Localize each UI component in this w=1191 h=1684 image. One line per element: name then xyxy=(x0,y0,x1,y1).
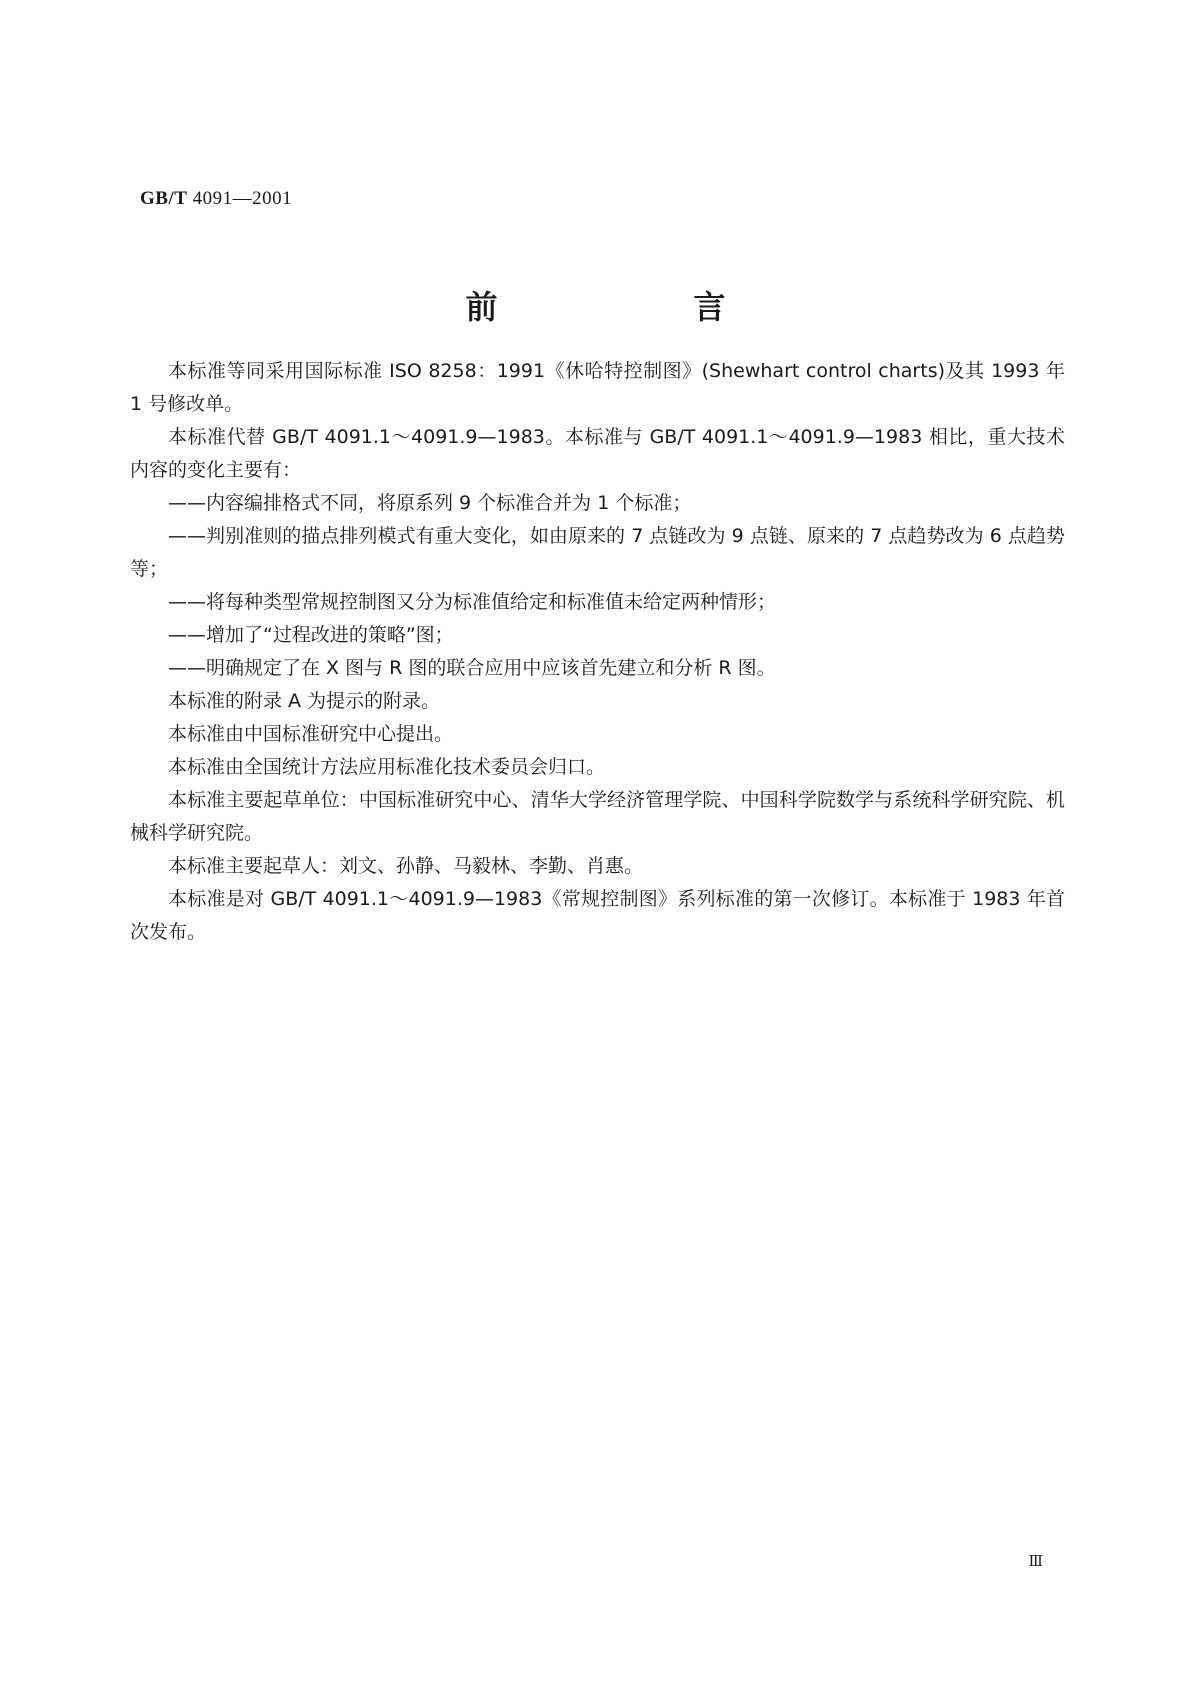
list-item-5: ——明确规定了在 X 图与 R 图的联合应用中应该首先建立和分析 R 图。 xyxy=(168,657,776,679)
foreword-body xyxy=(130,355,1065,949)
paragraph-4: 本标准由中国标准研究中心提出。 xyxy=(168,723,454,745)
list-item-2: ——判别准则的描点排列模式有重大变化，如由原来的 7 点链改为 9 点链、原来的 7 点趋势改为 6 点趋势等； xyxy=(130,525,1065,580)
paragraph-3: 本标准的附录 A 为提示的附录。 xyxy=(168,690,441,712)
list-item-1: ——内容编排格式不同，将原系列 9 个标准合并为 1 个标准； xyxy=(168,492,692,514)
page-title: 前 言 xyxy=(465,288,808,326)
page-number: Ⅲ xyxy=(1028,1554,1043,1570)
paragraph-6: 本标准主要起草单位：中国标准研究中心、清华大学经济管理学院、中国科学院数学与系统科学研究院、机械科学研究院。 xyxy=(130,789,1065,844)
paragraph-5: 本标准由全国统计方法应用标准化技术委员会归口。 xyxy=(168,756,606,778)
paragraph-8: 本标准是对 GB/T 4091.1～4091.9—1983《常规控制图》系列标准的第一次修订。本标准于 1983 年首次发布。 xyxy=(130,888,1065,943)
paragraph-7: 本标准主要起草人：刘文、孙静、马毅林、李勤、肖惠。 xyxy=(168,855,644,877)
standard-prefix: GB/T xyxy=(140,188,188,209)
list-item-4: ——增加了“过程改进的策略”图； xyxy=(168,624,454,646)
paragraph-2: 本标准代替 GB/T 4091.1～4091.9—1983。本标准与 GB/T 4091.1～4091.9—1983 相比，重大技术内容的变化主要有： xyxy=(130,426,1065,481)
list-item-3: ——将每种类型常规控制图又分为标准值给定和标准值未给定两种情形； xyxy=(168,591,777,613)
standard-number: 4091—2001 xyxy=(192,188,293,209)
paragraph-1: 本标准等同采用国际标准 ISO 8258：1991《休哈特控制图》(Shewhart control charts)及其 1993 年 1 号修改单。 xyxy=(130,360,1065,415)
standard-code xyxy=(140,188,292,210)
